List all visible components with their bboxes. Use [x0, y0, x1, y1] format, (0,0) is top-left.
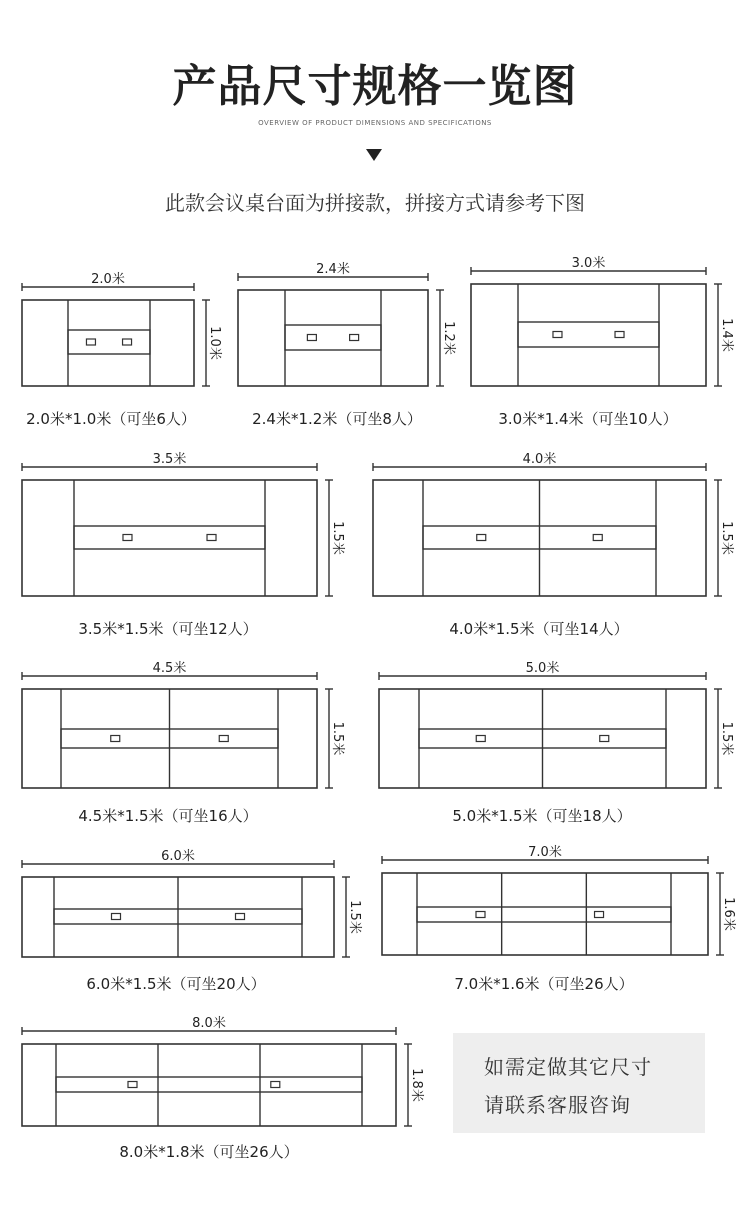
- table-outline: [22, 480, 317, 596]
- table-caption: 2.0米*1.0米（可坐6人）: [26, 410, 196, 428]
- width-label: 6.0米: [161, 849, 195, 864]
- socket-pad: [593, 535, 602, 541]
- width-label: 8.0米: [192, 1016, 226, 1031]
- depth-label: 1.5米: [719, 521, 734, 555]
- table-caption: 4.0米*1.5米（可坐14人）: [449, 620, 629, 638]
- width-label: 2.0米: [91, 272, 125, 287]
- socket-pad: [553, 332, 562, 338]
- depth-label: 1.0米: [207, 326, 222, 360]
- depth-label: 1.5米: [330, 521, 345, 555]
- table-outline: [238, 290, 428, 386]
- table-caption: 3.0米*1.4米（可坐10人）: [498, 410, 678, 428]
- table-outline: [382, 873, 708, 955]
- table-diagram-3-0: [471, 255, 735, 428]
- socket-pad: [271, 1082, 280, 1088]
- table-diagram-5-0: [379, 660, 735, 825]
- width-label: 2.4米: [316, 262, 350, 277]
- width-label: 3.0米: [571, 256, 606, 271]
- wiring-band: [56, 1077, 362, 1092]
- table-outline: [22, 1044, 396, 1126]
- socket-pad: [123, 535, 132, 541]
- socket-pad: [112, 914, 121, 920]
- socket-pad: [600, 736, 609, 742]
- depth-label: 1.5米: [719, 721, 734, 756]
- splice-note: 此款会议桌台面为拼接款，拼接方式请参考下图: [165, 191, 585, 215]
- socket-pad: [219, 736, 228, 742]
- table-caption: 3.5米*1.5米（可坐12人）: [78, 620, 258, 638]
- width-label: 5.0米: [525, 661, 560, 676]
- width-label: 3.5米: [152, 452, 187, 467]
- depth-label: 1.2米: [441, 321, 456, 355]
- wiring-band: [417, 907, 671, 922]
- depth-label: 1.5米: [347, 900, 362, 934]
- table-diagram-2-0: [22, 271, 223, 428]
- wiring-band: [68, 330, 150, 354]
- depth-label: 1.6米: [721, 897, 736, 931]
- table-caption: 7.0米*1.6米（可坐26人）: [454, 975, 634, 993]
- table-caption: 4.5米*1.5米（可坐16人）: [78, 807, 258, 825]
- contact-line-1: 如需定做其它尺寸: [484, 1055, 652, 1079]
- table-diagram-8-0: [22, 1015, 425, 1161]
- socket-pad: [236, 914, 245, 920]
- wiring-band: [285, 325, 381, 350]
- table-diagram-7-0: [382, 844, 737, 993]
- depth-label: 1.5米: [330, 721, 345, 756]
- table-diagram-6-0: [22, 848, 363, 993]
- contact-line-2: 请联系客服咨询: [484, 1093, 631, 1117]
- socket-pad: [123, 339, 132, 345]
- socket-pad: [476, 912, 485, 918]
- socket-pad: [615, 332, 624, 338]
- table-diagram-4-0: [373, 451, 735, 638]
- socket-pad: [128, 1082, 137, 1088]
- table-caption: 5.0米*1.5米（可坐18人）: [452, 807, 632, 825]
- table-outline: [471, 284, 706, 386]
- table-diagram-2-4: [238, 261, 457, 428]
- socket-pad: [207, 535, 216, 541]
- wiring-band: [74, 526, 265, 549]
- table-caption: 2.4米*1.2米（可坐8人）: [252, 410, 422, 428]
- socket-pad: [476, 736, 485, 742]
- socket-pad: [86, 339, 95, 345]
- width-label: 4.5米: [152, 661, 187, 676]
- width-label: 4.0米: [522, 452, 557, 467]
- socket-pad: [111, 736, 120, 742]
- socket-pad: [595, 912, 604, 918]
- depth-label: 1.8米: [409, 1068, 424, 1102]
- wiring-band: [518, 322, 659, 347]
- page-title: 产品尺寸规格一览图: [172, 61, 578, 112]
- table-outline: [22, 300, 194, 386]
- socket-pad: [477, 535, 486, 541]
- width-label: 7.0米: [528, 845, 562, 860]
- table-diagram-3-5: [22, 451, 346, 638]
- custom-size-contact-box: [453, 1033, 705, 1133]
- table-caption: 6.0米*1.5米（可坐20人）: [86, 975, 266, 993]
- socket-pad: [307, 335, 316, 341]
- table-caption: 8.0米*1.8米（可坐26人）: [119, 1143, 299, 1161]
- page-subtitle-en: OVERVIEW OF PRODUCT DIMENSIONS AND SPECIFICATIONS: [258, 119, 492, 127]
- table-diagram-4-5: [22, 660, 346, 825]
- socket-pad: [350, 335, 359, 341]
- depth-label: 1.4米: [719, 318, 734, 352]
